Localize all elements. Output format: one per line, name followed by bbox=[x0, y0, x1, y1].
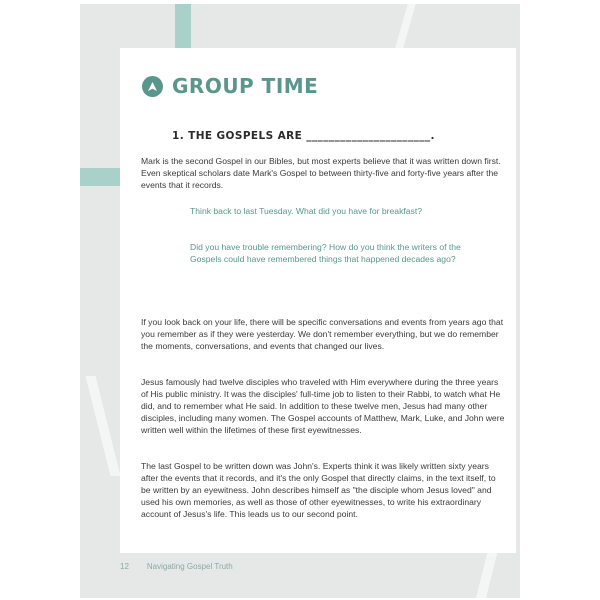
document-page bbox=[80, 4, 520, 598]
discussion-question-2: Did you have trouble remembering? How do you think the writers of the Gospels could have remembered things that happened decades ago? bbox=[190, 242, 461, 264]
book-title: Navigating Gospel Truth bbox=[146, 562, 233, 571]
paragraph-mark: Mark is the second Gospel in our Bibles, but most experts believe that it was written down first. Even skeptical scholars date Mark's Gospel to between thirty-five and forty-five years after the events that it records. bbox=[141, 156, 501, 190]
decorative-light-stripe-left bbox=[86, 376, 121, 476]
page-footer bbox=[120, 562, 233, 571]
paragraph-memory: If you look back on your life, there will be specific conversations and events from years ago that you remember as if they were yesterday. We don't remember everything, but we do remember the moments, conversations, and events that changed our lives. bbox=[141, 317, 504, 351]
content-panel bbox=[120, 48, 516, 553]
decorative-light-stripe-top bbox=[395, 4, 418, 50]
section-header bbox=[142, 74, 318, 98]
discussion-question-1: Think back to last Tuesday. What did you have for breakfast? bbox=[190, 206, 422, 216]
section-title: GROUP TIME bbox=[172, 74, 319, 98]
page-number: 12 bbox=[120, 562, 129, 571]
decorative-teal-bar-left bbox=[80, 168, 120, 186]
up-arrow-icon bbox=[147, 81, 158, 92]
paragraph-disciples: Jesus famously had twelve disciples who traveled with Him everywhere during the three years of His public ministry. It was the disciples' full-time job to listen to their Rabbi, to watch what He did, and to remember what He said. In addition to these twelve men, Jesus had many other disciples, including many women. The Gospel accounts of Matthew, Mark, Luke, and John were written well within the lifetimes of these first eyewitnesses. bbox=[141, 377, 505, 435]
section-badge bbox=[142, 76, 163, 97]
point-one-heading: 1. THE GOSPELS ARE ______________________. bbox=[172, 130, 435, 142]
decorative-teal-bar-top bbox=[175, 4, 191, 48]
paragraph-john: The last Gospel to be written down was John's. Experts think it was likely written sixty years after the events that it records, and it's the only Gospel that directly claims, in the text itself, to be written by an eyewitness. John describes himself as "the disciple whom Jesus loved" and used his own memories, as well as those of other eyewitnesses, to write his extraordinary account of Jesus's life. This leads us to our second point. bbox=[141, 461, 496, 519]
